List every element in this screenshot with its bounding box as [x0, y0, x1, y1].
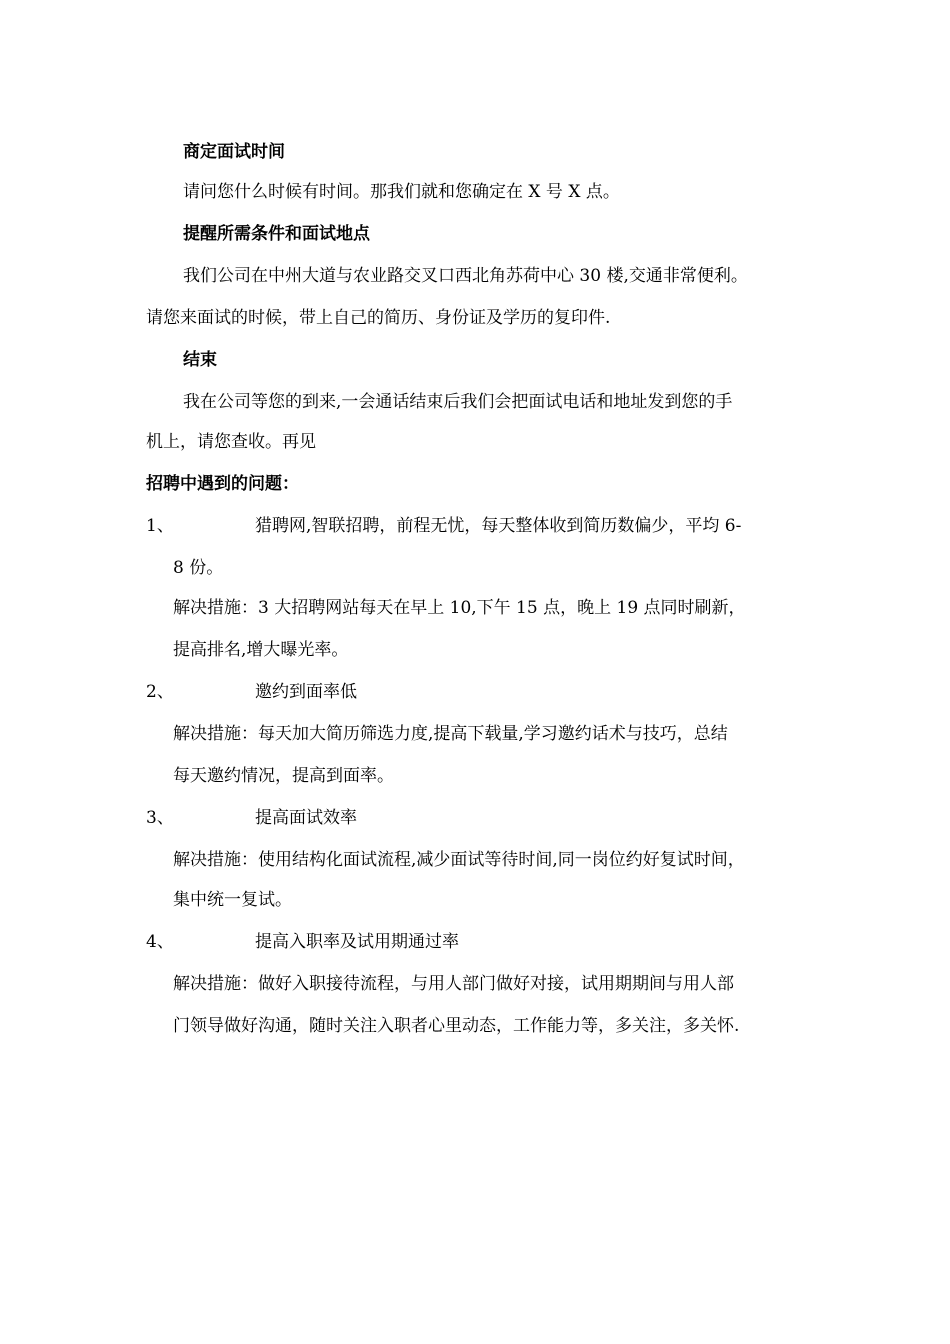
problem-number: 3、 — [146, 808, 174, 828]
paragraph-line: 请问您什么时候有时间。那我们就和您确定在 X 号 X 点。 — [183, 182, 620, 202]
problem-title-cont: 8 份。 — [173, 558, 224, 578]
solution-line: 每天邀约情况，提高到面率。 — [173, 766, 394, 786]
section-heading-requirements: 提醒所需条件和面试地点 — [183, 224, 370, 244]
solution-line: 门领导做好沟通，随时关注入职者心里动态，工作能力等，多关注，多关怀. — [173, 1016, 740, 1036]
solution-line: 解决措施：3 大招聘网站每天在早上 10,下午 15 点，晚上 19 点同时刷新， — [173, 598, 746, 618]
paragraph-line: 我们公司在中州大道与农业路交叉口西北角苏荷中心 30 楼,交通非常便利。 — [183, 266, 748, 286]
problem-number: 2、 — [146, 682, 174, 702]
solution-line: 解决措施：做好入职接待流程，与用人部门做好对接，试用期期间与用人部 — [173, 974, 734, 994]
solution-line: 提高排名,增大曝光率。 — [173, 640, 349, 660]
problem-title: 猎聘网,智联招聘，前程无忧，每天整体收到简历数偏少，平均 6- — [255, 516, 742, 536]
paragraph-line: 机上，请您查收。再见 — [146, 432, 316, 452]
section-heading-schedule: 商定面试时间 — [183, 142, 285, 162]
problems-heading: 招聘中遇到的问题： — [146, 474, 299, 494]
paragraph-line: 请您来面试的时候，带上自己的简历、身份证及学历的复印件. — [146, 308, 611, 328]
problem-number: 4、 — [146, 932, 174, 952]
solution-line: 解决措施：使用结构化面试流程,减少面试等待时间,同一岗位约好复试时间， — [173, 850, 745, 870]
problem-title: 提高面试效率 — [255, 808, 357, 828]
solution-line: 解决措施：每天加大简历筛选力度,提高下载量,学习邀约话术与技巧，总结 — [173, 724, 728, 744]
solution-line: 集中统一复试。 — [173, 890, 292, 910]
section-heading-ending: 结束 — [183, 350, 217, 370]
problem-number: 1、 — [146, 516, 174, 536]
problem-title: 邀约到面率低 — [255, 682, 357, 702]
paragraph-line: 我在公司等您的到来,一会通话结束后我们会把面试电话和地址发到您的手 — [183, 392, 733, 412]
problem-title: 提高入职率及试用期通过率 — [255, 932, 459, 952]
